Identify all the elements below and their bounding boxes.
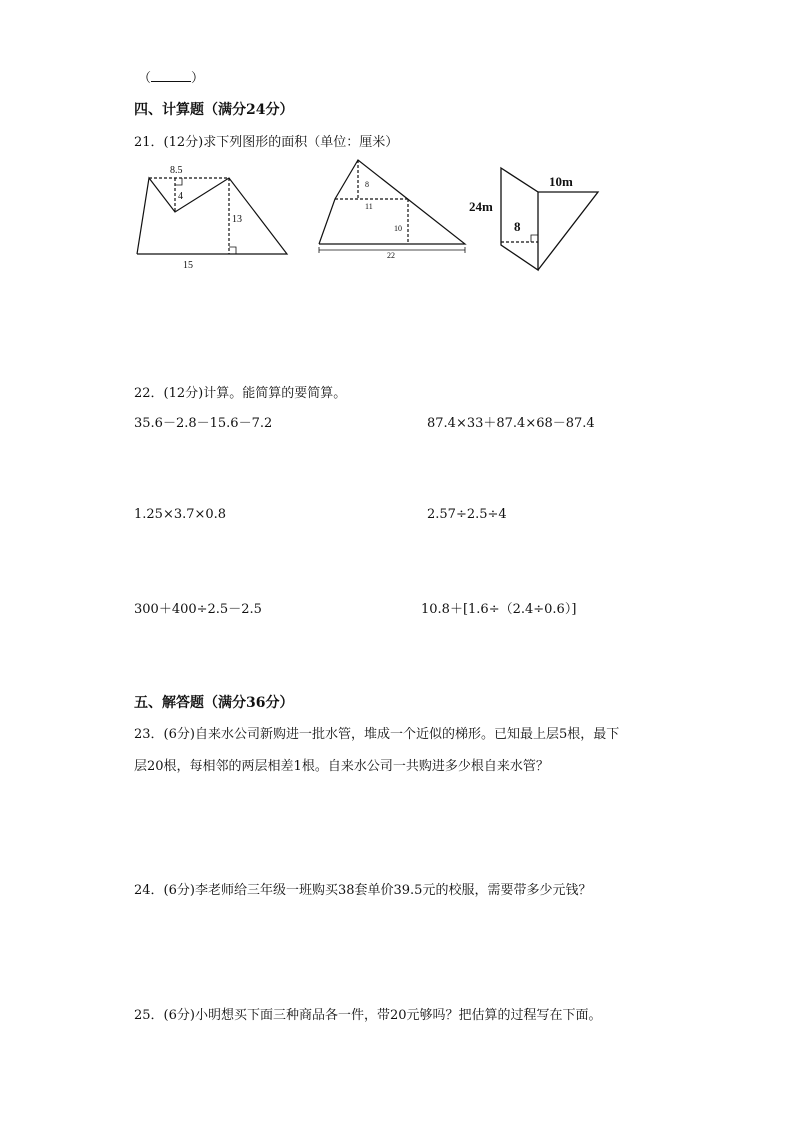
section-4-title: 四、计算题（满分24分） (134, 102, 294, 118)
fig1-right-angle-bottom (229, 247, 236, 254)
fig1-outline (137, 178, 287, 254)
blank-line[interactable] (151, 69, 191, 82)
fig3-top-label: 10m (549, 174, 573, 189)
q22-expr-1: 35.6－2.8－15.6－7.2 (134, 416, 273, 431)
fig1-base-label: 15 (183, 260, 193, 271)
q22-text: 22．(12分)计算。能简算的要简算。 (134, 386, 347, 401)
q25-text: 25．(6分)小明想买下面三种商品各一件，带20元够吗？把估算的过程写在下面。 (134, 1008, 602, 1023)
fig3-height-label: 8 (514, 219, 521, 234)
fig1-height-label: 13 (232, 214, 242, 225)
fig2-tri-height-label: 8 (365, 180, 369, 189)
fig1-inner-label: 4 (178, 191, 183, 202)
fig2-base-label: 22 (387, 251, 395, 260)
answer-blank (138, 67, 204, 86)
fig2-trap-height-label: 10 (394, 224, 402, 233)
q23-line-2: 层20根，每相邻的两层相差1根。自来水公司一共购进多少根自来水管？ (134, 759, 549, 774)
q21-figure-1 (130, 158, 295, 273)
q21-text: 21．(12分)求下列图形的面积（单位：厘米） (134, 135, 399, 150)
q22-expr-5: 300＋400÷2.5－2.5 (134, 602, 262, 617)
fig3-side-label: 24m (469, 199, 493, 214)
fig1-right-angle-top (175, 178, 182, 185)
blank-open-paren: （ (138, 71, 152, 86)
fig1-top-label: 8.5 (170, 165, 183, 176)
q22-expr-4: 2.57÷2.5÷4 (427, 507, 507, 522)
q22-expr-6: 10.8＋[1.6÷（2.4÷0.6）] (421, 602, 577, 617)
blank-close-paren: ） (191, 71, 205, 86)
section-5-title: 五、解答题（满分36分） (134, 695, 294, 711)
q22-expr-2: 87.4×33＋87.4×68－87.4 (427, 416, 595, 431)
q22-expr-3: 1.25×3.7×0.8 (134, 507, 227, 522)
fig3-triangle (538, 192, 598, 270)
q21-figure-2 (314, 154, 472, 262)
fig3-right-angle (531, 235, 538, 242)
q24-text: 24．(6分)李老师给三年级一班购买38套单价39.5元的校服，需要带多少元钱？ (134, 883, 592, 898)
fig2-top-label: 11 (365, 202, 373, 211)
fig2-outline (319, 160, 465, 244)
q23-line-1: 23．(6分)自来水公司新购进一批水管，堆成一个近似的梯形。已知最上层5根，最下 (134, 727, 620, 742)
q21-figure-3 (466, 160, 602, 275)
